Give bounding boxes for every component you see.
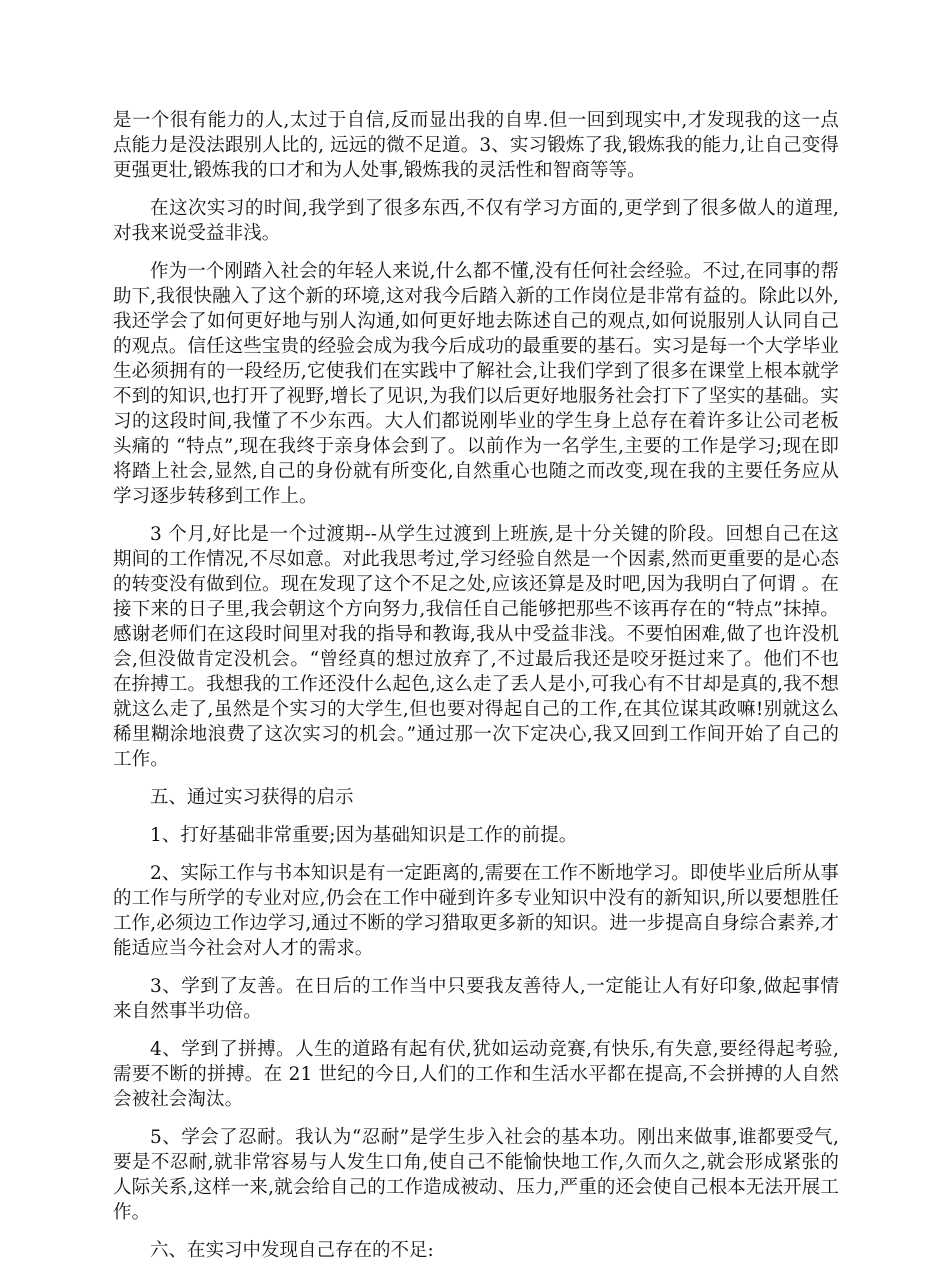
paragraph-continuation: 是一个很有能力的人,太过于自信,反而显出我的自卑.但一回到现实中,才发现我的这一点点能力是没法跟别人比的, 远远的微不足道。3、实习锻炼了我,锻炼我的能力,让自己变得更强更壮,锻炼我的口才和为人处事,锻炼我的灵活性和智商等等。 [113,110,839,181]
list-item-1: 1、打好基础非常重要;因为基础知识是工作的前提。 [150,825,578,846]
list-item-4: 4、学到了拼搏。人生的道路有起有伏,犹如运动竞赛,有快乐,有失意,要经得起考验,需要不断的拼搏。在 21 世纪的今日,人们的工作和生活水平都在提高,不会拼搏的人自然会被社会淘汰。 [113,1039,839,1110]
paragraph-young-person: 作为一个刚踏入社会的年轻人来说,什么都不懂,没有任何社会经验。不过,在同事的帮助下,我很快融入了这个新的环境,这对我今后踏入新的工作岗位是非常有益的。除此以外,我还学会了如何更好地与别人沟通,如何更好地去陈述自己的观点,如何说服别人认同自己的观点。信任这些宝贵的经验会成为我今后成功的最重要的基石。实习是每一个大学毕业生必须拥有的一段经历,它使我们在实践中了解社会,让我们学到了很多在课堂上根本就学不到的知识,也打开了视野,增长了见识,为我们以后更好地服务社会打下了坚实的基础。实习的这段时间,我懂了不少东西。大人们都说刚毕业的学生身上总存在着许多让公司老板头痛的 “特点”,现在我终于亲身体会到了。以前作为一名学生,主要的工作是学习;现在即将踏上社会,显然,自己的身份就有所变化,自然重心也随之而改变,现在我的主要任务应从学习逐步转移到工作上。 [113,261,839,507]
section-heading-six: 六、在实习中发现自己存在的不足: [150,1240,434,1261]
list-item-2: 2、实际工作与书本知识是有一定距离的,需要在工作不断地学习。即使毕业后所从事的工作与所学的专业对应,仍会在工作中碰到许多专业知识中没有的新知识,所以要想胜任工作,必须边工作边学习,通过不断的学习猎取更多新的知识。进一步提高自身综合素养,才能适应当今社会对人才的需求。 [113,863,839,959]
section-heading-five: 五、通过实习获得的启示 [150,787,354,808]
list-item-5: 5、学会了忍耐。我认为“忍耐”是学生步入社会的基本功。刚出来做事,谁都要受气,要是不忍耐,就非常容易与人发生口角,使自己不能愉快地工作,久而久之,就会形成紧张的人际关系,这样一来,就会给自己的工作造成被动、压力,严重的还会使自己根本无法开展工作。 [113,1127,839,1223]
document-body [113,108,839,1276]
list-item-3: 3、学到了友善。在日后的工作当中只要我友善待人,一定能让人有好印象,做起事情来自然事半功倍。 [113,976,839,1022]
paragraph-learning: 在这次实习的时间,我学到了很多东西,不仅有学习方面的,更学到了很多做人的道理,对我来说受益非浅。 [113,198,839,244]
paragraph-transition: 3 个月,好比是一个过渡期--从学生过渡到上班族,是十分关键的阶段。回想自己在这期间的工作情况,不尽如意。对此我思考过,学习经验自然是一个因素,然而更重要的是心态的转变没有做到位。现在发现了这个不足之处,应该还算是及时吧,因为我明白了何谓 。在接下来的日子里,我会朝这个方向努力,我信任自己能够把那些不该再存在的“特点”抹掉。感谢老师们在这段时间里对我的指导和教诲,我从中受益非浅。不要怕困难,做了也许没机会,但没做肯定没机会。“曾经真的想过放弃了,不过最后我还是咬牙挺过来了。他们不也在拚搏工。我想我的工作还没什么起色,这么走了丢人是小,可我心有不甘却是真的,我不想就这么走了,虽然是个实习的大学生,但也要对得起自己的工作,在其位谋其政嘛!别就这么稀里糊涂地浪费了这次实习的机会。”通过那一次下定决心,我又回到工作间开始了自己的工作。 [113,524,839,770]
